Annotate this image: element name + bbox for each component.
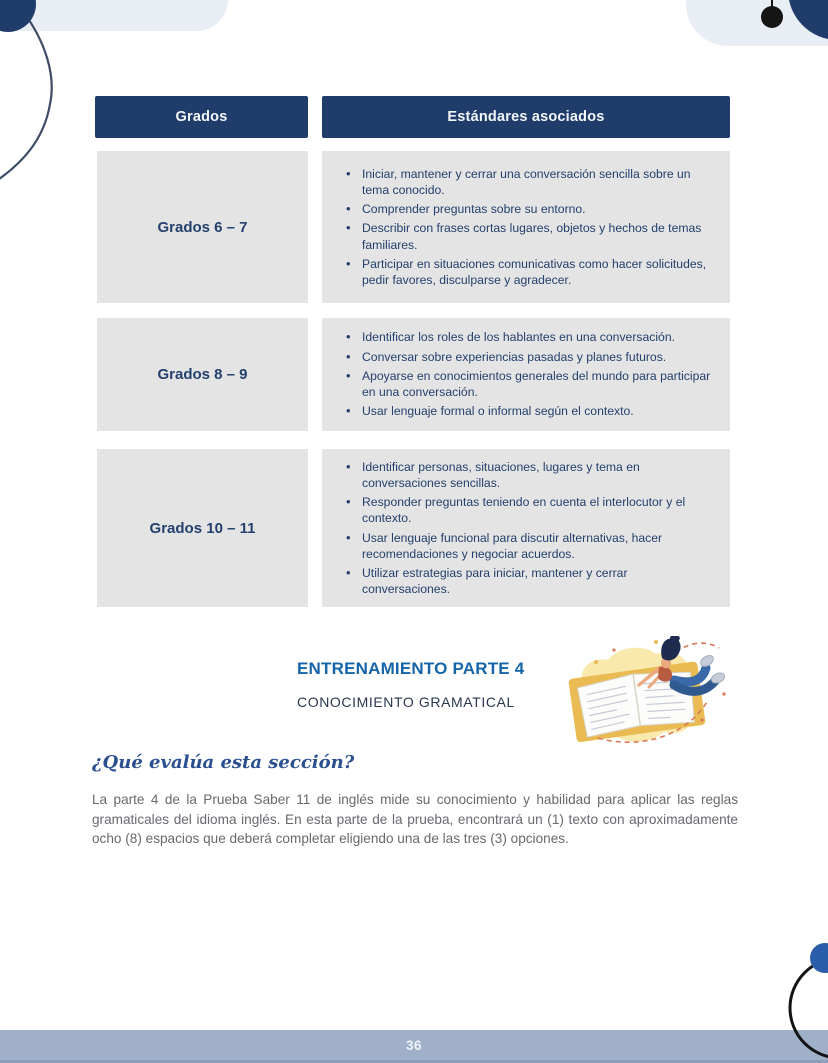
table-row-standards-10-11 bbox=[322, 449, 730, 607]
standard-item: • Participar en situaciones comunicativas como hacer solicitudes, pedir favores, disculparse y agradecer. bbox=[362, 256, 716, 288]
person-diving-into-open-book-illustration bbox=[556, 636, 741, 748]
table-header-grados bbox=[95, 96, 308, 138]
footer-bar bbox=[0, 1030, 828, 1063]
table-row-standards-8-9 bbox=[322, 318, 730, 431]
table-header-estandares bbox=[322, 96, 730, 138]
table-header-estandares-label: Estándares asociados bbox=[447, 109, 605, 125]
table-row-standards-6-7 bbox=[322, 151, 730, 303]
standard-item: • Identificar los roles de los hablantes en una conversación. bbox=[362, 329, 716, 345]
standard-item: • Utilizar estrategias para iniciar, mantener y cerrar conversaciones. bbox=[362, 565, 716, 597]
page-number: 36 bbox=[405, 1037, 423, 1053]
standard-item: • Iniciar, mantener y cerrar una conversación sencilla sobre un tema conocido. bbox=[362, 166, 716, 198]
standards-list bbox=[322, 157, 730, 298]
table-row-grade-8-9 bbox=[97, 318, 308, 431]
standard-item: • Describir con frases cortas lugares, objetos y hechos de temas familiares. bbox=[362, 220, 716, 252]
top-right-circles-decoration bbox=[700, 0, 828, 70]
section-subtitle: CONOCIMIENTO GRAMATICAL bbox=[297, 694, 515, 710]
table-row-grade-6-7 bbox=[97, 151, 308, 303]
standard-item: • Responder preguntas teniendo en cuenta el interlocutor y el contexto. bbox=[362, 494, 716, 526]
question-heading: ¿Qué evalúa esta sección? bbox=[92, 752, 355, 773]
grade-label: Grados 6 – 7 bbox=[157, 218, 248, 236]
table-header-grados-label: Grados bbox=[175, 109, 228, 125]
grade-label: Grados 10 – 11 bbox=[149, 519, 256, 537]
standards-list bbox=[322, 450, 730, 607]
standard-item: • Usar lenguaje funcional para discutir alternativas, hacer recomendaciones y negociar acuerdos. bbox=[362, 530, 716, 562]
question-body-paragraph: La parte 4 de la Prueba Saber 11 de inglés mide su conocimiento y habilidad para aplicar las reglas gramaticales del idioma inglés. En esta parte de la prueba, encontrará un (1) texto con aproximadamente ocho (8) espacios que deberá completar eligiendo una de las tres (3) opciones. bbox=[92, 792, 738, 847]
standard-item: • Identificar personas, situaciones, lugares y tema en conversaciones sencillas. bbox=[362, 459, 716, 491]
standard-item: • Apoyarse en conocimientos generales del mundo para participar en una conversación. bbox=[362, 368, 716, 400]
standard-item: • Conversar sobre experiencias pasadas y planes futuros. bbox=[362, 349, 716, 365]
standard-item: • Usar lenguaje formal o informal según el contexto. bbox=[362, 403, 716, 419]
standards-list bbox=[322, 320, 730, 428]
grade-label: Grados 8 – 9 bbox=[157, 366, 248, 383]
section-title: ENTRENAMIENTO PARTE 4 bbox=[297, 659, 525, 678]
bottom-right-circles-decoration bbox=[758, 933, 828, 1063]
standard-item: • Comprender preguntas sobre su entorno. bbox=[362, 201, 716, 217]
table-row-grade-10-11 bbox=[97, 449, 308, 607]
